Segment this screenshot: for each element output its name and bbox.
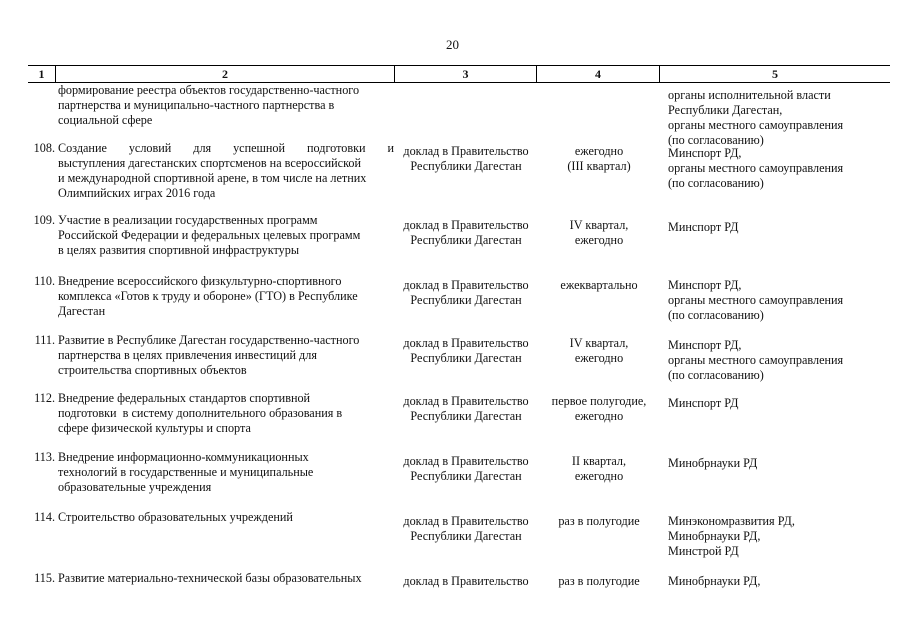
text-line: ежегодно: [574, 469, 624, 483]
text-line: органы местного самоуправления: [668, 161, 844, 175]
row-period: [545, 514, 653, 529]
text-line: органы местного самоуправления: [668, 293, 844, 307]
row-number: 110.: [34, 274, 55, 288]
text-line: IV квартал,: [569, 336, 629, 350]
row-report: [396, 514, 536, 544]
text-line: раз в полугодие: [558, 514, 640, 528]
text-line: (по согласованию): [668, 176, 764, 190]
text-line: доклад в Правительство: [403, 336, 529, 350]
text-line: Минобрнауки РД: [668, 456, 758, 470]
row-description: [58, 274, 394, 319]
text-line: (III квартал): [567, 159, 631, 173]
row-responsible: [668, 456, 893, 471]
text-line: ежегодно: [574, 233, 624, 247]
continuation-description: [58, 83, 394, 128]
text-line: доклад в Правительство: [403, 514, 529, 528]
text-line: (по согласованию): [668, 368, 764, 382]
row-report: [396, 454, 536, 484]
row-description: [58, 333, 394, 378]
text-line: органы местного самоуправления: [668, 353, 844, 367]
row-description: [58, 213, 394, 258]
text-line: Внедрение информационно-коммуникационных: [58, 450, 309, 464]
row-report: [396, 394, 536, 424]
row-description: [58, 571, 394, 586]
text-line: в целях развития спортивной инфраструктуры: [58, 243, 300, 257]
text-line: IV квартал,: [569, 218, 629, 232]
text-line: II квартал,: [571, 454, 627, 468]
text-line: доклад в Правительство: [403, 394, 529, 408]
row-responsible: [668, 338, 893, 383]
text-line: Строительство образовательных учреждений: [58, 510, 293, 524]
header-col-1: 1: [38, 67, 45, 81]
text-line: комплекса «Готов к труду и обороне» (ГТО) в Республике: [58, 289, 358, 303]
text-line: подготовки в систему дополнительного образования в: [58, 406, 343, 420]
row-period: [545, 218, 653, 248]
row-period: [545, 144, 653, 174]
continuation-responsible: [668, 88, 893, 148]
text-line: доклад в Правительство: [403, 278, 529, 292]
text-line: органы исполнительной власти: [668, 88, 831, 102]
row-report: [396, 144, 536, 174]
row-number: 114.: [34, 510, 55, 524]
text-line: партнерства и муниципально-частного партнерства в: [58, 98, 335, 112]
text-line: Республики Дагестан,: [668, 103, 783, 117]
text-line: Республики Дагестан: [410, 351, 522, 365]
table-header: [28, 65, 890, 83]
text-line: Республики Дагестан: [410, 159, 522, 173]
text-line: Минспорт РД: [668, 396, 739, 410]
row-period: [545, 574, 653, 589]
row-responsible: [668, 278, 893, 323]
row-responsible: [668, 396, 893, 411]
text-line: выступления дагестанских спортсменов на всероссийской: [58, 156, 361, 170]
text-line: Дагестан: [58, 304, 106, 318]
row-number: 113.: [34, 450, 55, 464]
text-line: Развитие в Республике Дагестан государственно-частного: [58, 333, 360, 347]
text-line: Минобрнауки РД,: [668, 574, 761, 588]
row-period: [545, 336, 653, 366]
header-col-4: 4: [595, 67, 601, 81]
row-number: 111.: [34, 333, 55, 347]
text-line: ежегодно: [574, 144, 624, 158]
header-col-3: 3: [462, 67, 469, 81]
row-period: [545, 454, 653, 484]
text-line: партнерства в целях привлечения инвестиций для: [58, 348, 317, 362]
row-description: [58, 141, 394, 201]
text-line: образовательные учреждения: [58, 480, 212, 494]
text-line: Республики Дагестан: [410, 409, 522, 423]
text-line: доклад в Правительство: [403, 574, 529, 588]
text-line: строительства спортивных объектов: [58, 363, 247, 377]
text-line: Минспорт РД,: [668, 278, 742, 292]
row-period: [545, 278, 653, 293]
text-line: (по согласованию): [668, 133, 764, 147]
text-line: (по согласованию): [668, 308, 764, 322]
row-report: [396, 574, 536, 589]
row-responsible: [668, 514, 893, 559]
text-line: Развитие материально-технической базы образовательных: [58, 571, 362, 585]
header-col-2: 2: [222, 67, 228, 81]
text-line: ежеквартально: [560, 278, 638, 292]
text-line: Минспорт РД,: [668, 338, 742, 352]
text-line: Создание условий для успешной подготовки и: [58, 141, 394, 155]
row-description: [58, 391, 394, 436]
text-line: Минэкономразвития РД,: [668, 514, 795, 528]
row-responsible: [668, 220, 893, 235]
text-line: Российской Федерации и федеральных целевых программ: [58, 228, 361, 242]
text-line: формирование реестра объектов государственно-частного: [58, 83, 360, 97]
text-line: технологий в государственные и муниципальные: [58, 465, 314, 479]
row-responsible: [668, 574, 893, 589]
row-description: [58, 450, 394, 495]
text-line: ежегодно: [574, 351, 624, 365]
text-line: Внедрение федеральных стандартов спортивной: [58, 391, 311, 405]
row-report: [396, 336, 536, 366]
text-line: Олимпийских играх 2016 года: [58, 186, 216, 200]
text-line: ежегодно: [574, 409, 624, 423]
row-description: [58, 510, 394, 525]
row-number: 112.: [34, 391, 55, 405]
text-line: доклад в Правительство: [403, 218, 529, 232]
header-col-5: 5: [772, 67, 778, 81]
text-line: и международной спортивной арене, в том числе на летних: [58, 171, 367, 185]
page-number: 20: [446, 37, 459, 52]
text-line: органы местного самоуправления: [668, 118, 844, 132]
text-line: Республики Дагестан: [410, 529, 522, 543]
text-line: социальной сфере: [58, 113, 153, 127]
text-line: Республики Дагестан: [410, 293, 522, 307]
text-line: Участие в реализации государственных программ: [58, 213, 318, 227]
text-line: Минобрнауки РД,: [668, 529, 761, 543]
text-line: доклад в Правительство: [403, 144, 529, 158]
row-number: 108.: [33, 141, 55, 155]
row-responsible: [668, 146, 893, 191]
row-period: [545, 394, 653, 424]
text-line: Республики Дагестан: [410, 469, 522, 483]
row-report: [396, 218, 536, 248]
row-report: [396, 278, 536, 308]
text-line: Республики Дагестан: [410, 233, 522, 247]
text-line: доклад в Правительство: [403, 454, 529, 468]
text-line: сфере физической культуры и спорта: [58, 421, 251, 435]
text-line: раз в полугодие: [558, 574, 640, 588]
row-number: 109.: [33, 213, 55, 227]
row-number: 115.: [34, 571, 55, 585]
text-line: Внедрение всероссийского физкультурно-спортивного: [58, 274, 342, 288]
text-line: первое полугодие,: [551, 394, 647, 408]
text-line: Минспорт РД,: [668, 146, 742, 160]
text-line: Минспорт РД: [668, 220, 739, 234]
text-line: Минстрой РД: [668, 544, 739, 558]
